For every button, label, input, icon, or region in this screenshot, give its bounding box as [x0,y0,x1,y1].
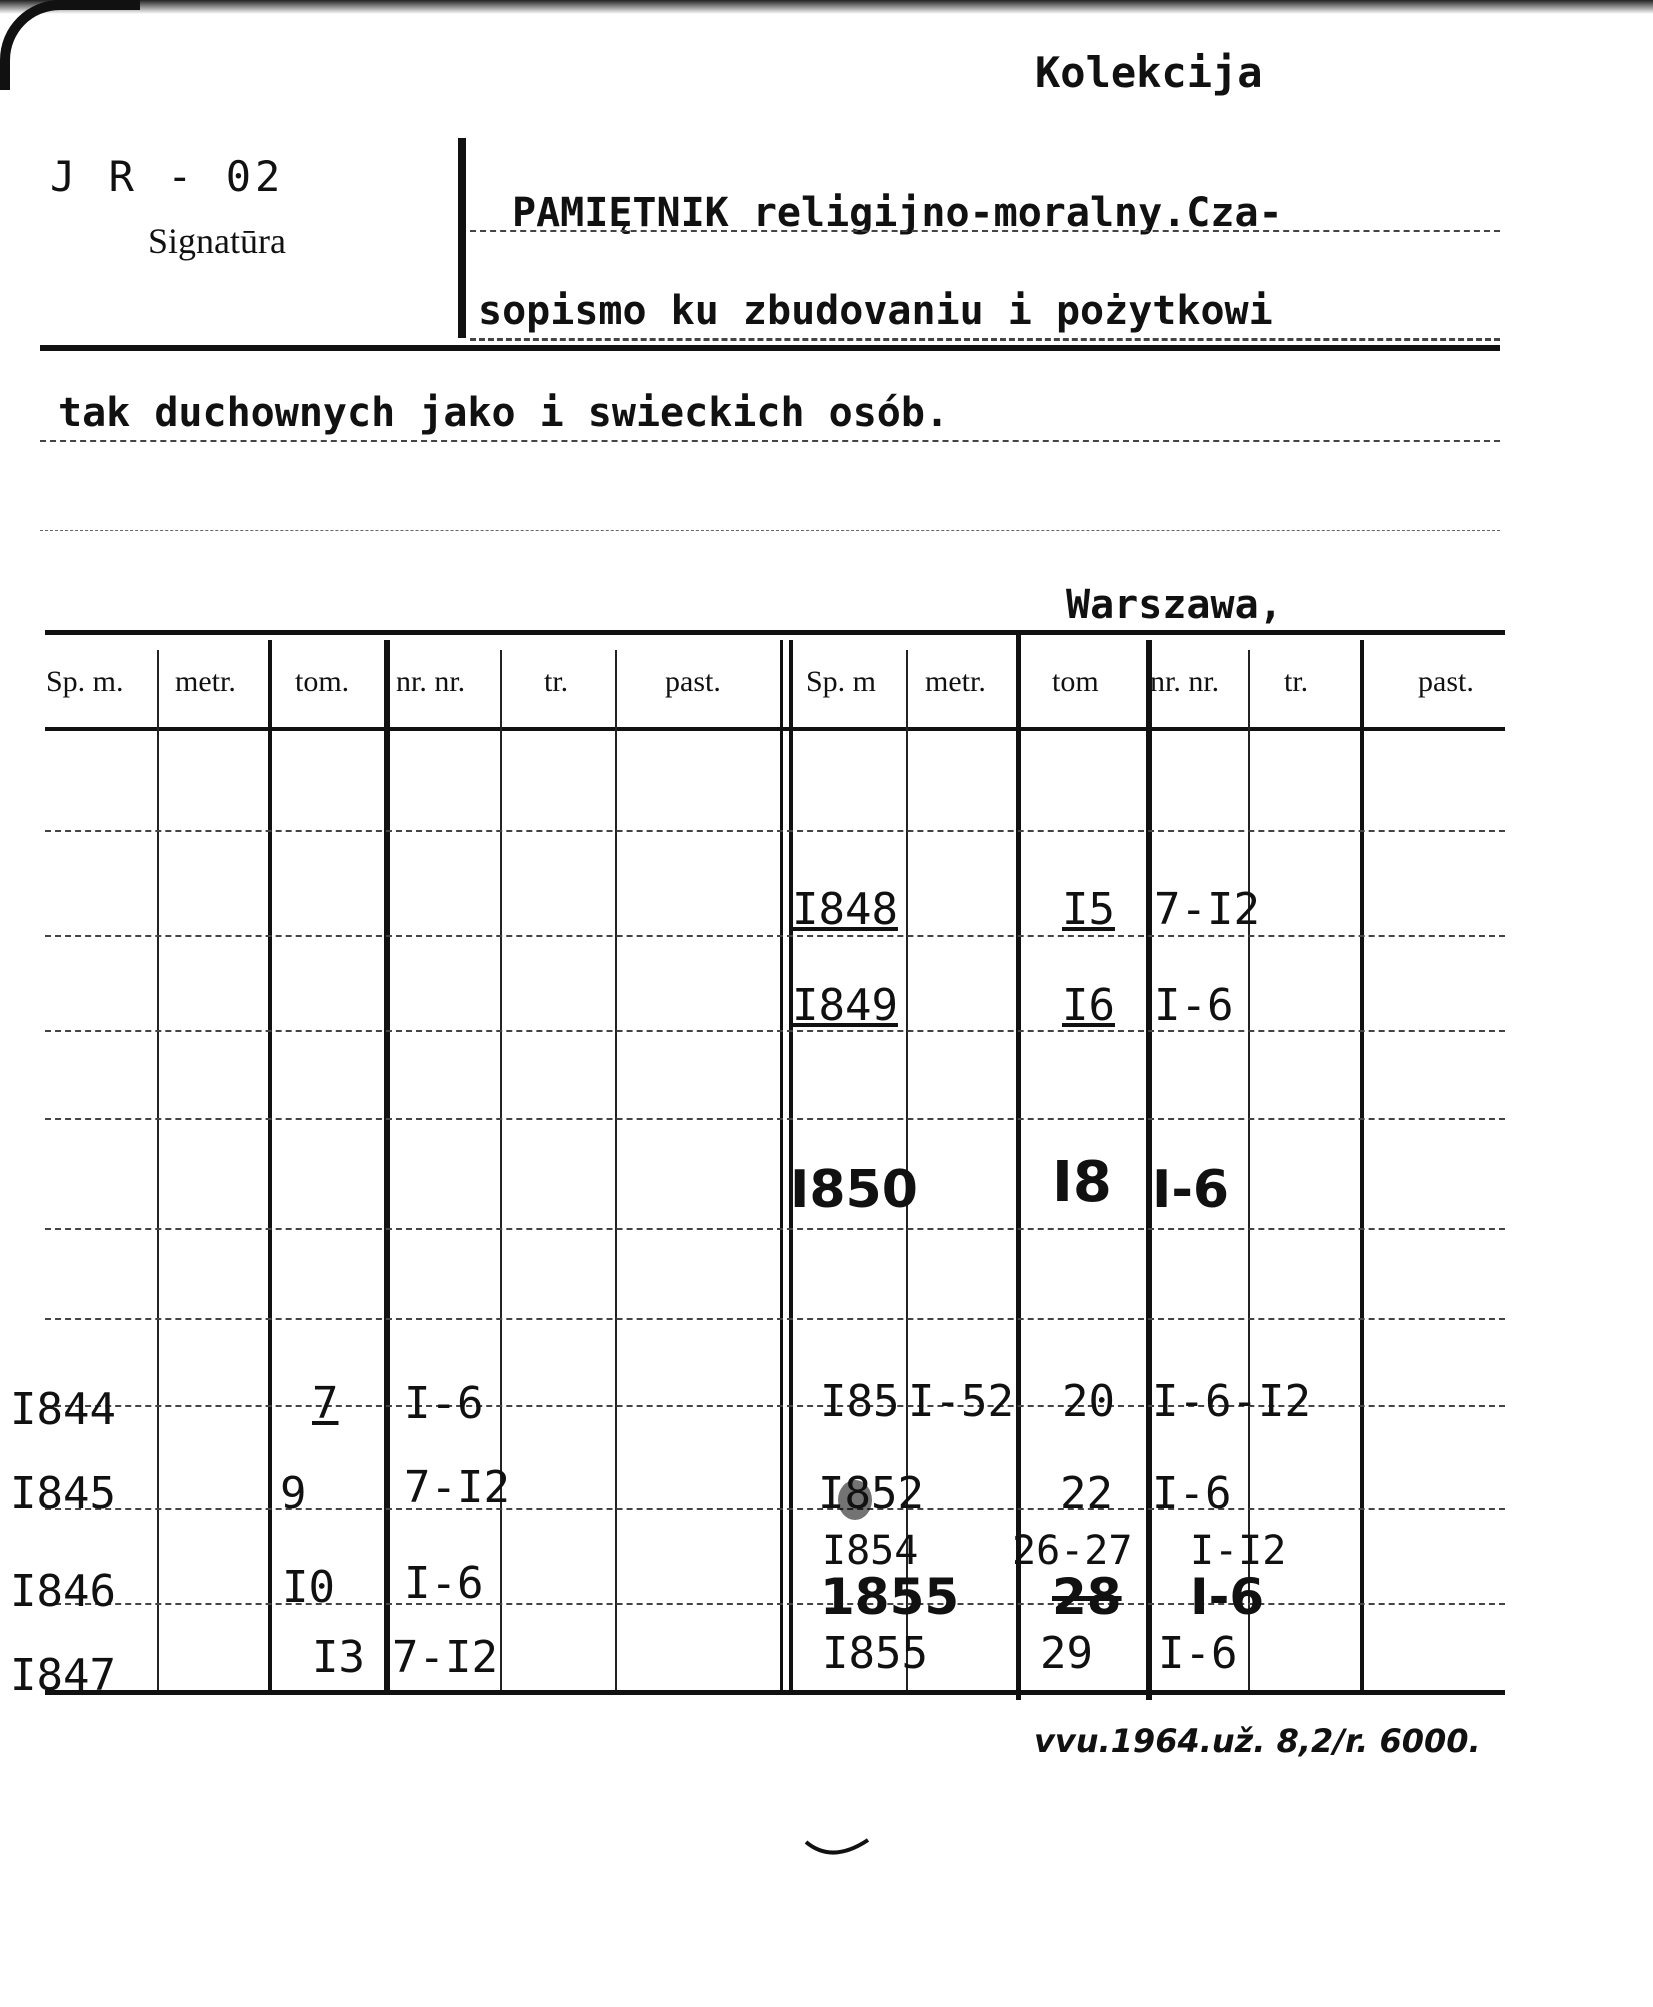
col-line [157,650,159,1690]
row-line [45,1118,1505,1120]
row-line [45,830,1505,832]
col-line-thick [268,640,272,1690]
table-header-rule [45,727,1505,731]
signature-label: Signatūra [148,221,286,261]
check-mark-icon [802,1834,872,1874]
scan-corner-artifact [0,0,140,90]
title-line-2-rule [470,338,1500,341]
table-row-right-year: I855 [822,1628,928,1679]
table-row-right-tom: 29 [1040,1628,1093,1679]
row-line [45,1030,1505,1032]
table-row-right-tom: 28 [1052,1568,1122,1626]
table-row-right-year: I852 [818,1468,924,1519]
col-line [500,650,502,1690]
table-row-right-nr: I-6 [1190,1568,1265,1626]
table-row-right-nr: I-6 [1158,1628,1238,1679]
header-past-right: past. [1418,665,1474,698]
col-line [615,650,617,1690]
title-line-3: tak duchownych jako i swieckich osób. [58,390,950,436]
table-row-right-year: I848 [792,884,898,935]
title-line-2: sopismo ku zbudovaniu i pożytkowi [478,288,1273,334]
collection-label: Kolekcija [1035,48,1263,97]
table-row-left-nr: I-6 [404,1378,484,1429]
header-tom-right: tom [1052,665,1099,698]
table-row-right-tom: I5 [1062,884,1115,935]
blank-rule-1 [40,530,1500,531]
title-line-1: PAMIĘTNIK religijno-moralny.Cza- [512,190,1283,236]
table-row-right-year: I850 [790,1160,918,1220]
header-past-left: past. [665,665,721,698]
header-sp-m-right: Sp. m [806,665,877,698]
row-line [45,935,1505,937]
table-row-left-year: I845 [10,1468,116,1519]
table-row-right-nr: I-6 [1152,1160,1230,1220]
table-row-right-nr: I-6 [1152,1468,1232,1519]
table-row-right-tom: 22 [1060,1468,1113,1519]
header-sp-m-left: Sp. m. [46,665,124,698]
table-row-right-year: I854 [822,1528,919,1574]
row-line [45,1318,1505,1320]
table-row-right-tom: I8 [1052,1150,1112,1215]
header-tr-right: tr. [1284,665,1309,698]
table-row-right-metr: I-52 [908,1376,1014,1427]
table-row-right-tom: 26-27 [1012,1528,1133,1574]
table-row-right-nr: I-I2 [1190,1528,1287,1574]
col-line-thick [1360,640,1364,1690]
table-row-left-year: I846 [10,1566,116,1617]
table-row-left-tom: I3 [312,1632,365,1683]
table-row-left-tom: 9 [280,1468,307,1519]
table-row-right-year: I849 [792,980,898,1031]
header-tom-left: tom. [295,665,350,698]
scan-edge-artifact [0,0,1653,14]
header-nr-right: nr. nr. [1150,665,1220,698]
table-row-left-nr: 7-I2 [404,1462,510,1513]
header-metr-right: metr. [925,665,986,698]
col-line-double [780,640,783,1690]
row-line [45,1508,1505,1510]
table-top-rule [45,630,1505,635]
title-line-3-rule [40,440,1500,442]
header-divider-vertical [458,138,466,338]
table-row-left-year: I847 [10,1650,116,1701]
table-row-right-year: 1855 [820,1568,960,1626]
header-nr-left: nr. nr. [396,665,466,698]
table-row-right-nr: I-6-I2 [1152,1376,1311,1427]
table-row-right-nr: 7-I2 [1154,884,1260,935]
row-line [45,1228,1505,1230]
table-row-left-year: I844 [10,1384,116,1435]
place-label: Warszawa, [1066,582,1283,628]
table-row-right-tom: I6 [1062,980,1115,1031]
title-line-1-rule [470,230,1500,232]
table-row-left-nr: 7-I2 [392,1632,498,1683]
header-bottom-rule [40,345,1500,351]
row-line [45,1603,1505,1605]
table-row-right-year: I85 [820,1376,900,1427]
footer-note: vvu.1964.už. 8,2/r. 6000. [1034,1722,1481,1760]
table-row-right-nr: I-6 [1154,980,1234,1031]
header-tr-left: tr. [544,665,569,698]
table-row-left-tom: 7 [312,1378,339,1429]
table-row-left-tom: I0 [282,1562,335,1613]
header-metr-left: metr. [175,665,236,698]
table-bottom-rule [45,1690,1505,1695]
col-line-thick [384,640,390,1690]
signature-code: J R - 02 [50,152,285,201]
table-row-right-tom: 20 [1062,1376,1115,1427]
table-row-left-nr: I-6 [404,1558,484,1609]
